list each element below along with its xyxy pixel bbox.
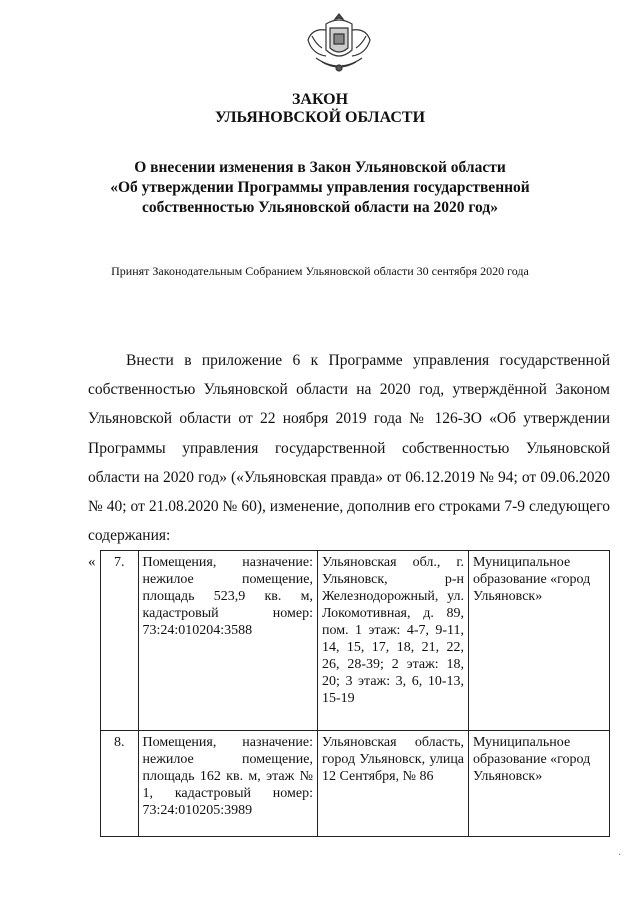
margin-mark: · xyxy=(618,850,622,861)
subject-line-1: О внесении изменения в Закон Ульяновской области xyxy=(134,159,506,176)
document-title: ЗАКОН xyxy=(291,91,349,108)
table-row xyxy=(101,551,610,731)
subject-line-2: «Об утверждении Программы управления государственной xyxy=(110,179,530,196)
row-number: 7. xyxy=(101,551,139,731)
coat-of-arms-emblem xyxy=(302,10,376,78)
property-address: Ульяновская область, город Ульяновск, улица 12 Сентября, № 86 xyxy=(317,731,468,837)
subject-line-3: собственностью Ульяновской области на 2020 год» xyxy=(142,199,498,216)
row-number: 8. xyxy=(101,731,139,837)
body-paragraph: Внести в приложение 6 к Программе управления государственной собственностью Ульяновской области на 2020 год, утверждённой Законом Ульяновской области от 22 ноября 2019 года № 126-ЗО «Об утверждении Программы управления государственной собственностью Ульяновской области на 2020 год» («Ульяновская правда» от 06.12.2019 № 94; от 09.06.2020 № 40; от 21.08.2020 № 60), изменение, дополнив его строками 7-9 следующего содержания: xyxy=(88,352,610,545)
property-owner: Муниципальное образование «город Ульяновск» xyxy=(469,731,610,837)
property-owner: Муниципальное образование «город Ульяновск» xyxy=(469,551,610,731)
property-address: Ульяновская обл., г. Ульяновск, р-н Железнодорожный, ул. Локомотивная, д. 89, пом. 1 этаж: 4-7, 9-11, 14, 15, 17, 18, 21, 22, 26, 28-39; 2 этаж: 18, 20; 3 этаж: 3, 6, 10-13, 15-19 xyxy=(317,551,468,731)
table-open-quote: « xyxy=(88,554,96,570)
property-description: Помещения, назначение: нежилое помещение, площадь 523,9 кв. м, кадастровый номер: 73:24:010204:3588 xyxy=(138,551,317,731)
property-description: Помещения, назначение: нежилое помещение, площадь 162 кв. м, этаж № 1, кадастровый номер: 73:24:010205:3989 xyxy=(138,731,317,837)
table-row xyxy=(101,731,610,837)
adoption-note: Принят Законодательным Собранием Ульяновской области 30 сентября 2020 года xyxy=(111,264,529,278)
document-region-title: УЛЬЯНОВСКОЙ ОБЛАСТИ xyxy=(214,109,426,126)
property-table xyxy=(100,550,610,837)
